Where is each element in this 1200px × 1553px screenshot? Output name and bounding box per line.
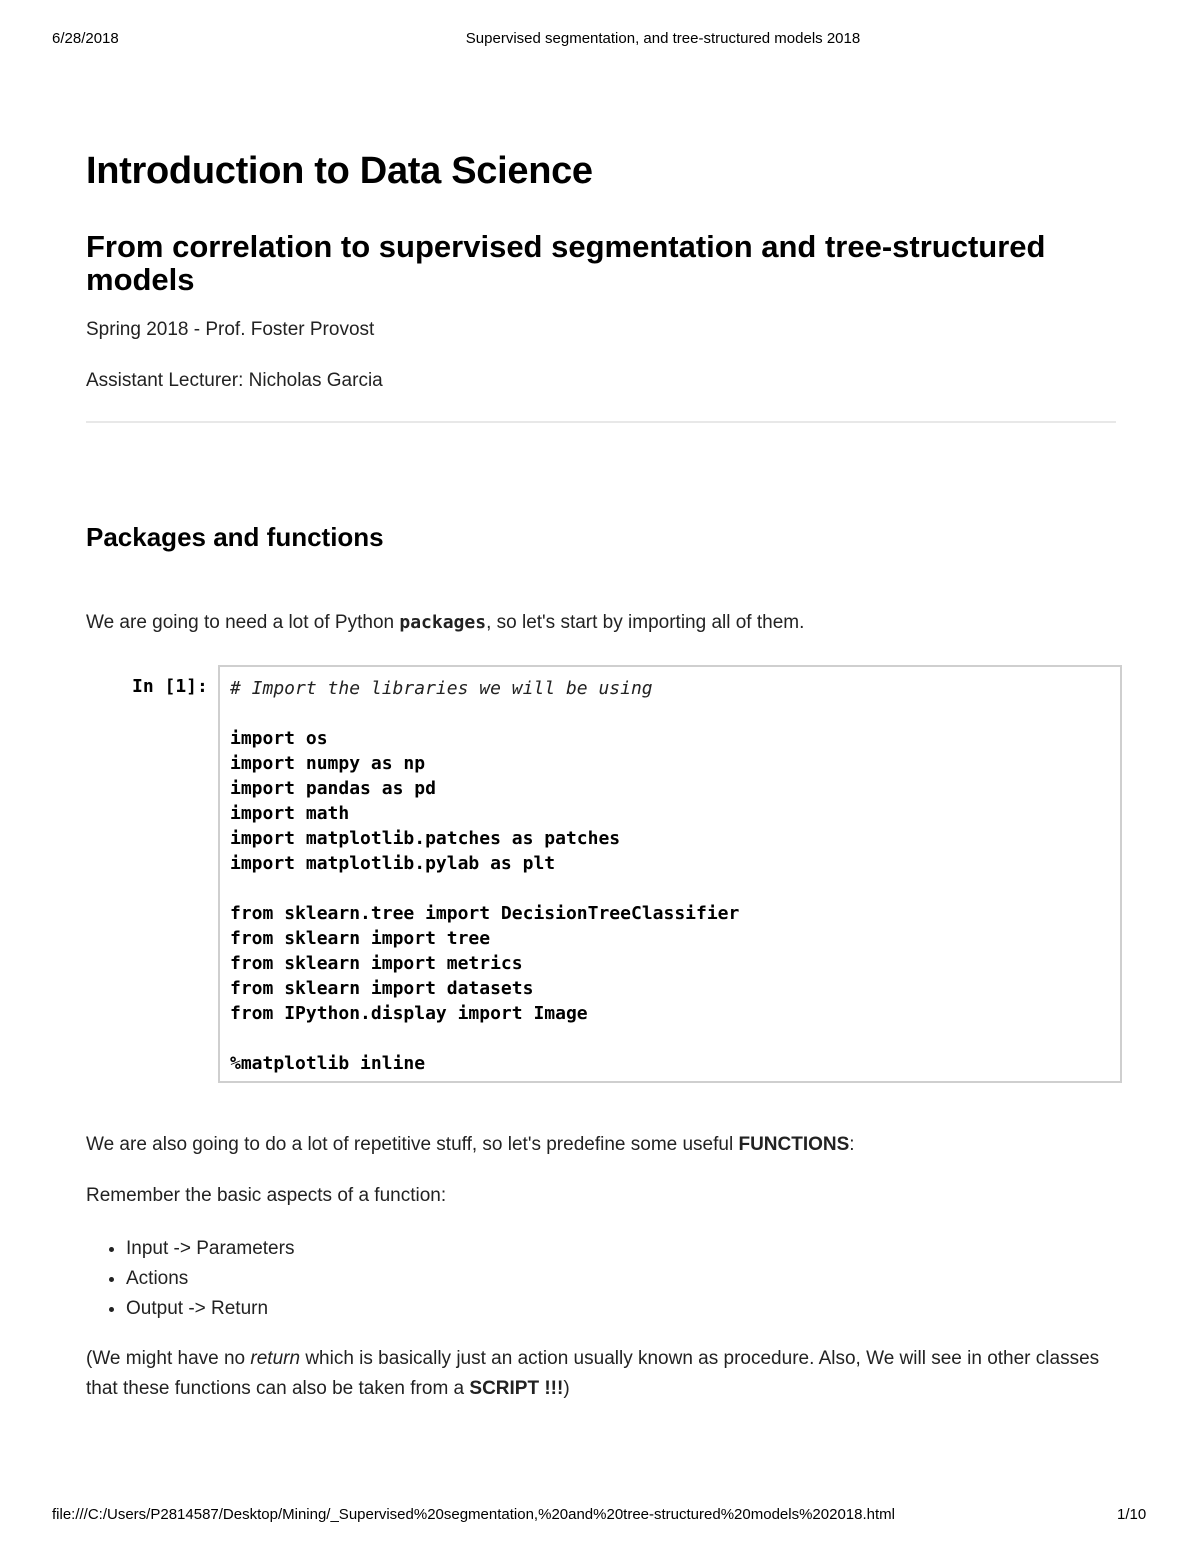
note-text-end: ) <box>563 1378 570 1399</box>
note-italic: return <box>250 1348 301 1369</box>
cell-prompt: In [1]: <box>132 676 208 697</box>
divider <box>86 421 1116 423</box>
code-cell[interactable] <box>218 665 1122 1083</box>
code-line: %matplotlib inline <box>230 1053 426 1074</box>
list-item: • Output -> Return <box>126 1294 294 1324</box>
code-line: import numpy as np <box>230 753 426 774</box>
functions-text-start: We are also going to do a lot of repetitive stuff, so let's predefine some useful <box>86 1134 739 1155</box>
page-title: Introduction to Data Science <box>86 150 593 192</box>
code-line: from sklearn import tree <box>230 928 491 949</box>
code-line: from sklearn import datasets <box>230 978 534 999</box>
assistant-lecturer: Assistant Lecturer: Nicholas Garcia <box>86 370 383 391</box>
page-number: 1/10 <box>1117 1506 1147 1523</box>
function-aspects-list <box>86 1234 294 1324</box>
code-block[interactable] <box>230 676 739 1076</box>
print-title: Supervised segmentation, and tree-structured models 2018 <box>465 30 861 47</box>
functions-bold: FUNCTIONS <box>738 1134 850 1155</box>
print-date: 6/28/2018 <box>52 30 119 47</box>
functions-paragraph <box>86 1134 1116 1156</box>
course-term: Spring 2018 - Prof. Foster Provost <box>86 319 375 340</box>
code-line: import math <box>230 803 350 824</box>
packages-code: packages <box>399 612 487 633</box>
code-line: import matplotlib.pylab as plt <box>230 853 556 874</box>
code-line: from sklearn import metrics <box>230 953 523 974</box>
note-text-mid: which is basically just an action usually known as procedure. Also, We will see in other classes that these functions can also be taken from a <box>86 1348 1100 1399</box>
functions-text-end: : <box>849 1134 855 1155</box>
note-bold: SCRIPT !!! <box>469 1378 564 1399</box>
code-line: import pandas as pd <box>230 778 436 799</box>
code-line: from IPython.display import Image <box>230 1003 588 1024</box>
intro-text-end: , so let's start by importing all of them. <box>486 612 805 633</box>
remember-paragraph: Remember the basic aspects of a function: <box>86 1185 447 1206</box>
code-comment: # Import the libraries we will be using <box>230 678 653 699</box>
page-subtitle: From correlation to supervised segmentation and tree-structured models <box>86 229 1046 297</box>
list-item: • Input -> Parameters <box>126 1234 294 1264</box>
intro-paragraph <box>86 612 1116 634</box>
code-line: import matplotlib.patches as patches <box>230 828 621 849</box>
code-line: import os <box>230 728 328 749</box>
note-paragraph <box>86 1344 1116 1404</box>
intro-text-start: We are going to need a lot of Python <box>86 612 400 633</box>
section-heading: Packages and functions <box>86 522 384 552</box>
list-item: • Actions <box>126 1264 294 1294</box>
print-url: file:///C:/Users/P2814587/Desktop/Mining/_Supervised%20segmentation,%20and%20tree-structured%20models%202018.html <box>52 1506 895 1523</box>
code-line: from sklearn.tree import DecisionTreeClassifier <box>230 903 740 924</box>
note-text-start: (We might have no <box>86 1348 251 1369</box>
